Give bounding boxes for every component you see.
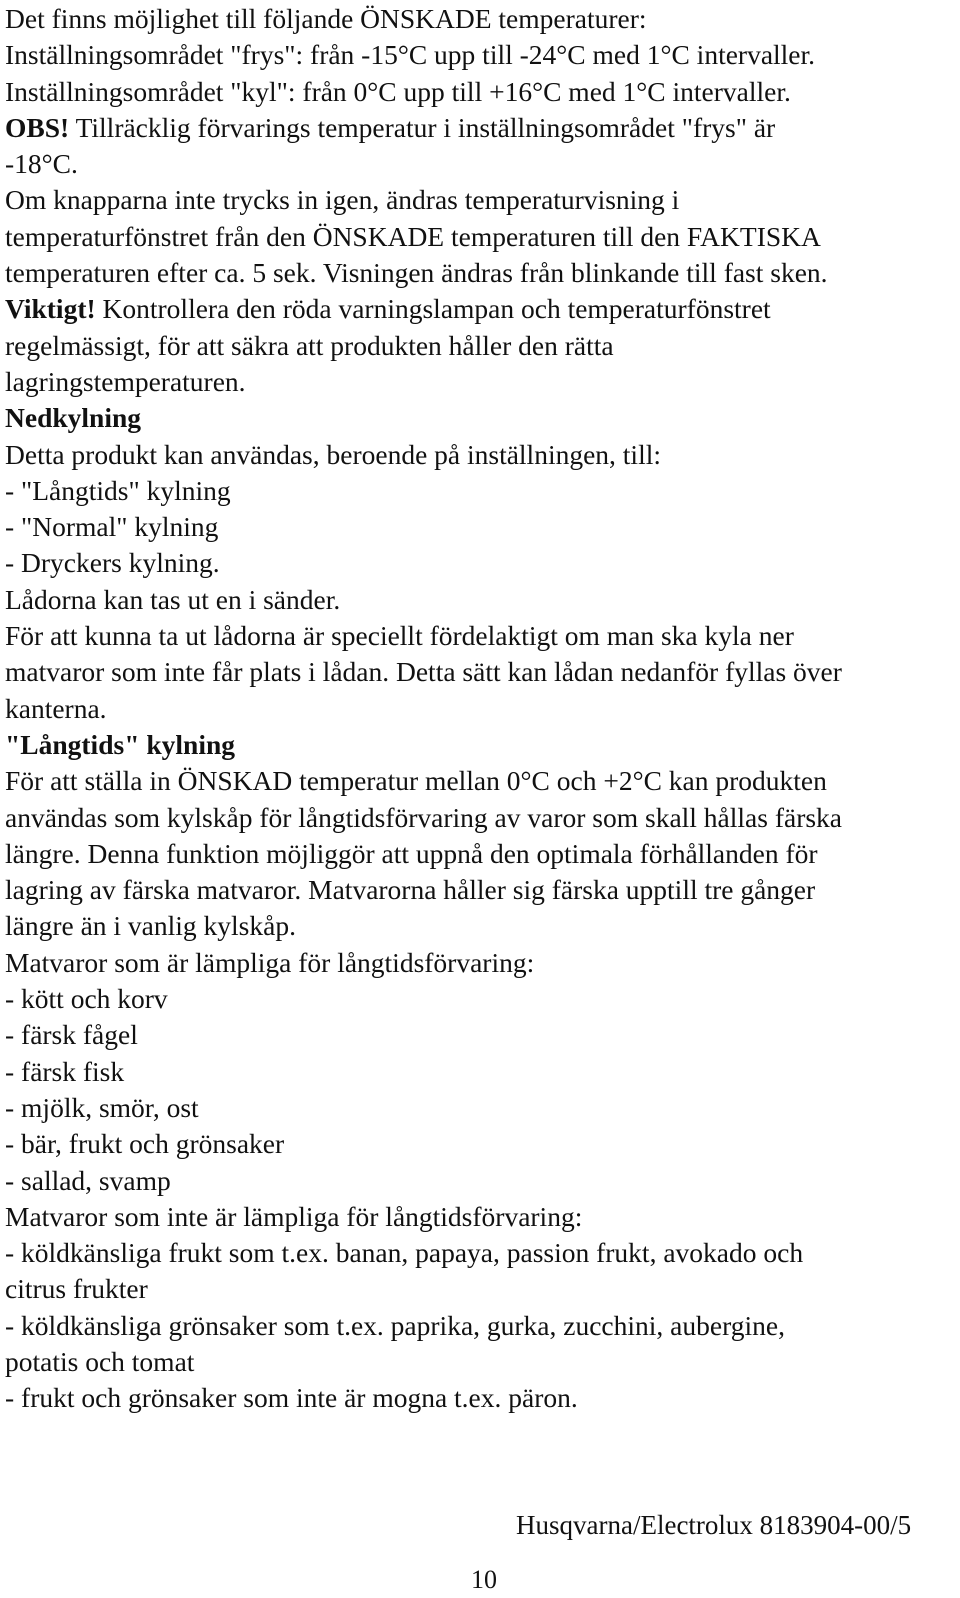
paragraph-line: matvaror som inte får plats i lådan. Detta sätt kan lådan nedanför fyllas över (5, 656, 842, 688)
paragraph-line: För att ställa in ÖNSKAD temperatur mellan 0°C och +2°C kan produkten (5, 765, 827, 797)
paragraph-line: Lådorna kan tas ut en i sänder. (5, 583, 341, 615)
footer-document-reference: Husqvarna/Electrolux 8183904-00/5 (516, 1510, 912, 1540)
paragraph-line: Inställningsområdet "frys": från -15°C upp till -24°C med 1°C intervaller. (5, 39, 816, 71)
paragraph-line: Detta produkt kan användas, beroende på inställningen, till: (5, 438, 661, 470)
list-item: citrus frukter (5, 1273, 148, 1305)
paragraph-line: -18°C. (5, 148, 78, 180)
list-item: - färsk fisk (5, 1055, 125, 1087)
list-item: - bär, frukt och grönsaker (5, 1128, 285, 1160)
paragraph-line: Matvaror som är lämpliga för långtidsförvaring: (5, 946, 535, 978)
paragraph-line: användas som kylskåp för långtidsförvaring av varor som skall hållas färska (5, 801, 843, 833)
list-item: - färsk fågel (5, 1019, 138, 1051)
paragraph-line: Om knapparna inte trycks in igen, ändras temperaturvisning i (5, 184, 680, 216)
paragraph-line: längre än i vanlig kylskåp. (5, 910, 296, 942)
paragraph-line: För att kunna ta ut lådorna är speciellt fördelaktigt om man ska kyla ner (5, 620, 794, 652)
list-item: - "Långtids" kylning (5, 474, 231, 506)
paragraph-line: kanterna. (5, 692, 107, 724)
list-item: - mjölk, smör, ost (5, 1091, 199, 1123)
paragraph-line: regelmässigt, för att säkra att produkten håller den rätta (5, 329, 614, 361)
paragraph-line: lagring av färska matvaror. Matvarorna håller sig färska upptill tre gånger (5, 874, 816, 906)
section-heading-nedkylning: Nedkylning (5, 402, 142, 434)
list-item: - köldkänsliga grönsaker som t.ex. paprika, gurka, zucchini, aubergine, (5, 1309, 785, 1341)
section-heading-langtids: "Långtids" kylning (5, 728, 236, 760)
paragraph-line (5, 110, 955, 146)
list-item: potatis och tomat (5, 1345, 195, 1377)
paragraph-line: Inställningsområdet "kyl": från 0°C upp till +16°C med 1°C intervaller. (5, 75, 791, 107)
list-item: - kött och korv (5, 983, 168, 1015)
obs-text: Tillräcklig förvarings temperatur i inställningsområdet "frys" är (69, 111, 776, 143)
obs-label: OBS! (5, 111, 70, 143)
paragraph-line: temperaturfönstret från den ÖNSKADE temperaturen till den FAKTISKA (5, 220, 821, 252)
paragraph-line: Matvaror som inte är lämpliga för långtidsförvaring: (5, 1200, 583, 1232)
list-item: - köldkänsliga frukt som t.ex. banan, papaya, passion frukt, avokado och (5, 1237, 804, 1269)
paragraph-line: lagringstemperaturen. (5, 365, 246, 397)
list-item: - frukt och grönsaker som inte är mogna t.ex. päron. (5, 1382, 578, 1414)
paragraph-line (5, 291, 955, 327)
paragraph-line: längre. Denna funktion möjliggör att uppnå den optimala förhållanden för (5, 837, 818, 869)
list-item: - sallad, svamp (5, 1164, 171, 1196)
paragraph-line: temperaturen efter ca. 5 sek. Visningen ändras från blinkande till fast sken. (5, 257, 828, 289)
paragraph-line: Det finns möjlighet till följande ÖNSKADE temperaturer: (5, 3, 647, 34)
list-item: - Dryckers kylning. (5, 547, 220, 579)
list-item: - "Normal" kylning (5, 511, 219, 543)
viktigt-text: Kontrollera den röda varningslampan och temperaturfönstret (95, 293, 771, 325)
page-number: 10 (471, 1565, 497, 1594)
viktigt-label: Viktigt! (5, 293, 96, 325)
document-body (5, 1, 955, 1417)
